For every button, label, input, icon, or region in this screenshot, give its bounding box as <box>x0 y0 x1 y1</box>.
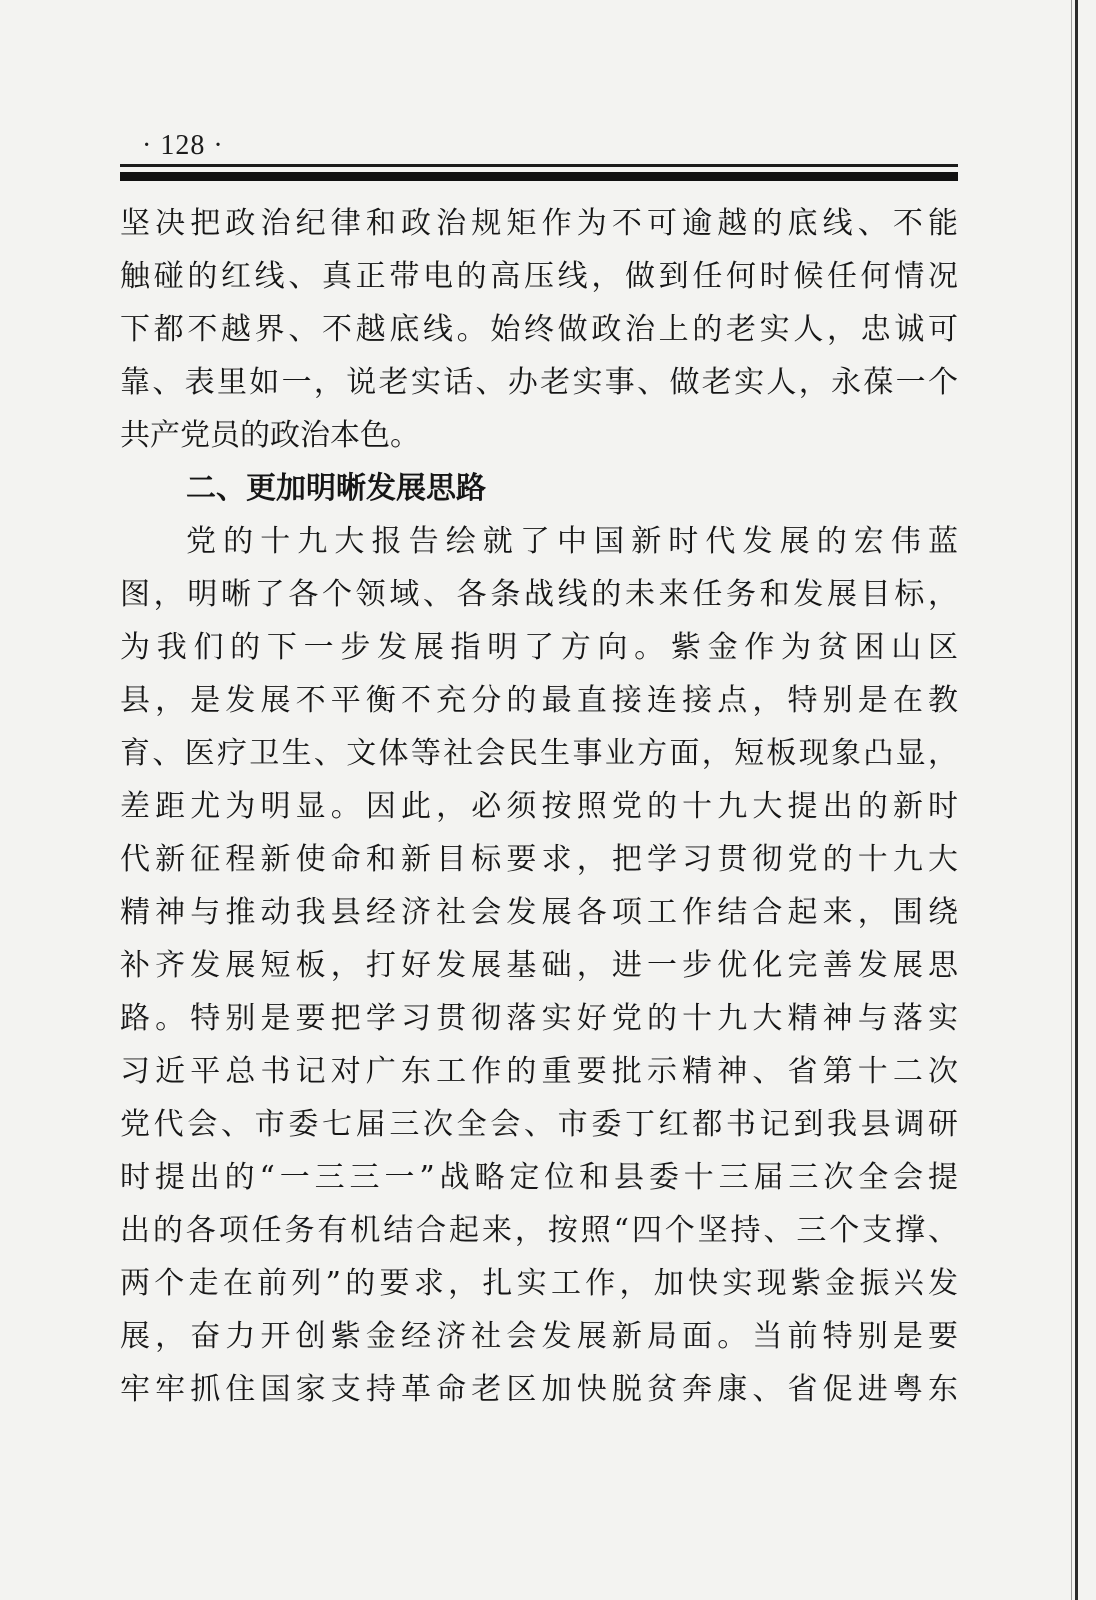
text-line: 为我们的下一步发展指明了方向。紫金作为贫困山区 <box>120 630 958 665</box>
text-line: 靠、表里如一，说老实话、办老实事、做老实人，永葆一个 <box>120 365 958 400</box>
text-line: 路。特别是要把学习贯彻落实好党的十九大精神与落实 <box>120 1001 958 1036</box>
text-line: 县，是发展不平衡不充分的最直接连接点，特别是在教 <box>120 683 958 718</box>
text-line: 补齐发展短板，打好发展基础，进一步优化完善发展思 <box>120 948 958 983</box>
text-line: 牢牢抓住国家支持革命老区加快脱贫奔康、省促进粤东 <box>120 1372 958 1407</box>
text-line: 坚决把政治纪律和政治规矩作为不可逾越的底线、不能 <box>120 206 958 241</box>
section-heading: 二、更加明晰发展思路 <box>186 471 486 506</box>
page-header <box>120 130 958 186</box>
text-line: 党代会、市委七届三次全会、市委丁红都书记到我县调研 <box>120 1107 958 1142</box>
page-number: · 128 · <box>142 130 224 161</box>
header-rule-thin <box>120 164 958 167</box>
text-line: 习近平总书记对广东工作的重要批示精神、省第十二次 <box>120 1054 958 1089</box>
header-rule-thick <box>120 172 958 181</box>
scan-page-edge <box>1075 0 1078 1600</box>
body-text <box>120 197 958 1416</box>
text-line: 展，奋力开创紫金经济社会发展新局面。当前特别是要 <box>120 1319 958 1354</box>
scan-page-edge-shadow <box>1071 0 1072 1600</box>
text-line: 两个走在前列”的要求，扎实工作，加快实现紫金振兴发 <box>120 1266 958 1301</box>
text-line: 触碰的红线、真正带电的高压线，做到任何时候任何情况 <box>120 259 958 294</box>
text-line: 下都不越界、不越底线。始终做政治上的老实人，忠诚可 <box>120 312 958 347</box>
text-line: 精神与推动我县经济社会发展各项工作结合起来，围绕 <box>120 895 958 930</box>
text-line: 差距尤为明显。因此，必须按照党的十九大提出的新时 <box>120 789 958 824</box>
text-line: 图，明晰了各个领域、各条战线的未来任务和发展目标， <box>120 577 958 612</box>
text-line: 共产党员的政治本色。 <box>120 418 420 453</box>
text-line: 育、医疗卫生、文体等社会民生事业方面，短板现象凸显， <box>120 736 958 771</box>
text-line: 出的各项任务有机结合起来，按照“四个坚持、三个支撑、 <box>120 1213 958 1248</box>
text-line: 代新征程新使命和新目标要求，把学习贯彻党的十九大 <box>120 842 958 877</box>
text-line: 党的十九大报告绘就了中国新时代发展的宏伟蓝 <box>186 524 958 559</box>
text-line: 时提出的“一三三一”战略定位和县委十三届三次全会提 <box>120 1160 958 1195</box>
